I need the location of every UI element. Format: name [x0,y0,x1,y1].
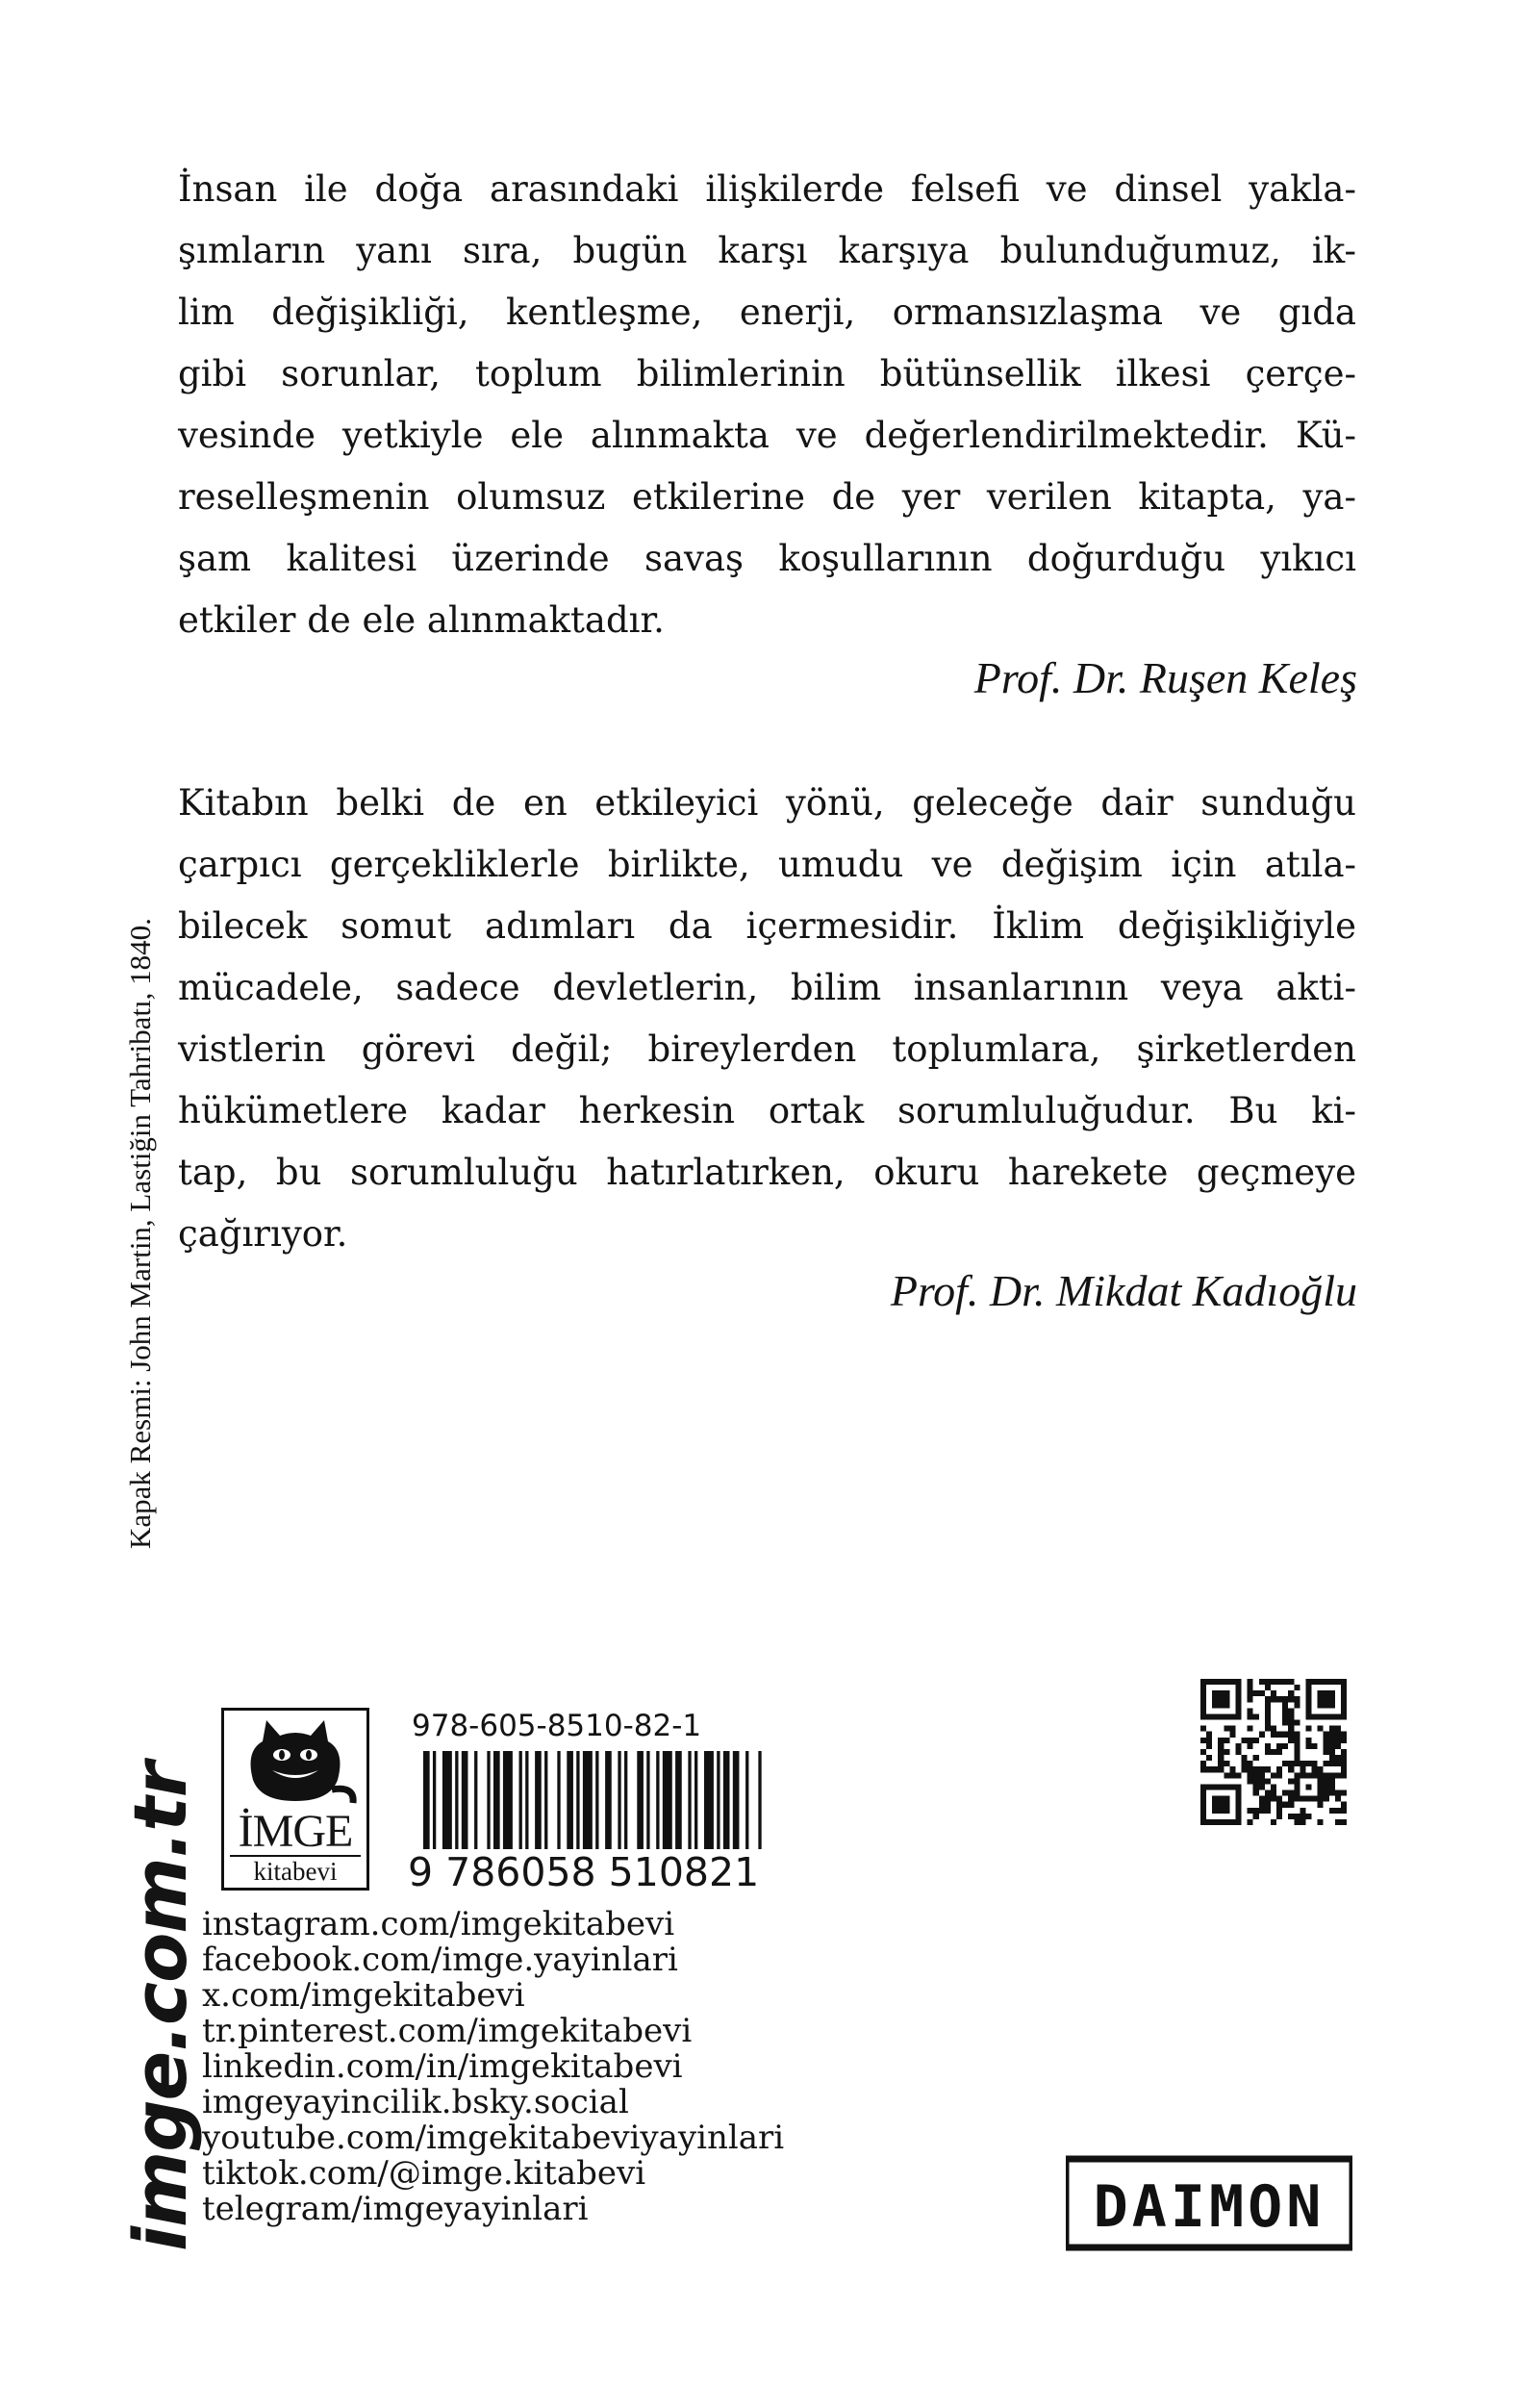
paragraph-2-line: tap, bu sorumluluğu hatırlatırken, okuru harekete geçmeye [178,1152,1356,1193]
social-link-instagram[interactable]: instagram.com/imgekitabevi [202,1905,675,1943]
cat-icon [224,1713,366,1809]
paragraph-1 [178,159,1356,651]
social-link-linkedin[interactable]: linkedin.com/in/imgekitabevi [202,2047,683,2086]
paragraph-1-line: İnsan ile doğa arasındaki ilişkilerde felsefi ve dinsel yakla- [178,168,1356,210]
qr-code[interactable] [1200,1679,1347,1825]
social-link-pinterest[interactable]: tr.pinterest.com/imgekitabevi [202,2012,693,2050]
paragraph-2-line: bilecek somut adımları da içermesidir. İklim değişikliğiyle [178,905,1356,947]
daimon-logo-text: DAIMON [1093,2173,1325,2241]
paragraph-1-line: vesinde yetkiyle ele alınmakta ve değerlendirilmektedir. Kü- [178,415,1356,456]
paragraph-1-line: lim değişikliği, kentleşme, enerji, ormansızlaşma ve gıda [178,292,1356,333]
signature-1: Prof. Dr. Ruşen Keleş [973,653,1357,702]
publisher-logo [221,1708,369,1891]
paragraph-1-line: reselleşmenin olumsuz etkilerine de yer verilen kitapta, ya- [178,476,1356,518]
paragraph-2-line: hükümetlere kadar herkesin ortak sorumluluğudur. Bu ki- [178,1090,1356,1131]
signature-2: Prof. Dr. Mikdat Kadıoğlu [890,1266,1357,1315]
cover-credit: Kapak Resmi: John Martin, Lastiğin Tahribatı, 1840. [123,918,157,1549]
paragraph-2-line: mücadele, sadece devletlerin, bilim insanlarının veya akti- [178,967,1356,1008]
publisher-logo-subtitle: kitabevi [230,1855,361,1886]
paragraph-2-line: çağırıyor. [178,1213,348,1255]
social-link-telegram[interactable]: telegram/imgeyayinlari [202,2190,589,2228]
daimon-logo [1066,2155,1352,2251]
social-link-youtube[interactable]: youtube.com/imgekitabeviyayinlari [202,2119,785,2157]
isbn-barcode-digits-text: 9 786058 510821 [404,1849,763,1895]
paragraph-1-line: etkiler de ele alınmaktadır. [178,599,665,641]
isbn-barcode-digits [404,1849,763,1895]
social-link-x[interactable]: x.com/imgekitabevi [202,1976,525,2015]
publisher-logo-name: İMGE [238,1806,353,1857]
paragraph-1-line: şımların yanı sıra, bugün karşı karşıya bulunduğumuz, ik- [178,230,1356,271]
isbn-text: 978-605-8510-82-1 [412,1709,702,1743]
paragraph-2-line: vistlerin görevi değil; bireylerden toplumlara, şirketlerden [178,1028,1356,1070]
paragraph-2-line: Kitabın belki de en etkileyici yönü, geleceğe dair sunduğu [178,782,1356,824]
social-links [202,1907,784,2227]
social-link-bluesky[interactable]: imgeyayincilik.bsky.social [202,2083,629,2121]
paragraph-1-line: gibi sorunlar, toplum bilimlerinin bütünsellik ilkesi çerçe- [178,353,1356,394]
paragraph-1-line: şam kalitesi üzerinde savaş koşullarının doğurduğu yıkıcı [178,538,1356,579]
social-link-facebook[interactable]: facebook.com/imge.yayinlari [202,1941,678,1979]
paragraph-2 [178,773,1356,1265]
social-link-tiktok[interactable]: tiktok.com/@imge.kitabevi [202,2154,646,2193]
website-url: imge.com.tr [117,1762,203,2251]
paragraph-2-line: çarpıcı gerçekliklerle birlikte, umudu ve değişim için atıla- [178,844,1356,885]
